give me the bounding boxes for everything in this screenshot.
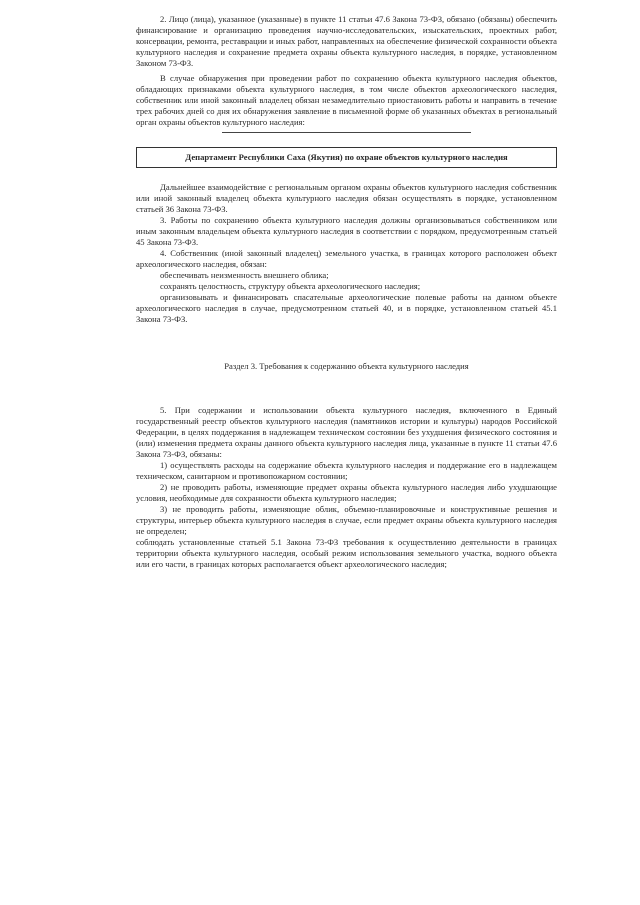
section-heading: Раздел 3. Требования к содержанию объекта культурного наследия [224,361,469,371]
paragraph-5-item-2: 2) не проводить работы, изменяющие предмет охраны объекта культурного наследия либо ухудшающие условия, необходимые для сохранности объекта культурного наследия; [136,482,557,503]
paragraph-5-item-1: 1) осуществлять расходы на содержание объекта культурного наследия и поддержание его в надлежащем техническом, санитарном и противопожарном состоянии; [136,460,557,481]
divider-line [222,132,471,133]
paragraph-4: 4. Собственник (иной законный владелец) земельного участка, в границах которого расположен объект археологического наследия, обязан: [136,248,557,269]
paragraph-4-item-1: обеспечивать неизменность внешнего облика; [160,270,329,280]
paragraph-4-item-3: организовывать и финансировать спасательные археологические полевые работы на данном объекте археологического наследия в случае, предусмотренном статьей 40, и в порядке, установленном статьей 45.1 Закона 73-ФЗ. [136,292,557,324]
paragraph-5: 5. При содержании и использовании объекта культурного наследия, включенного в Единый государственный реестр объектов культурного наследия (памятников истории и культуры) народов Российской Федерации, в целях поддержания в надлежащем техническом состоянии без ухудшения физического состояния и (или) изменения предмета охраны данного объекта культурного наследия лица, указанные в пункте 11 статьи 47.6 Закона 73-ФЗ, обязаны: [136,405,557,459]
paragraph-discovery: В случае обнаружения при проведении работ по сохранению объекта культурного наследия объектов, обладающих признаками объекта культурного наследия, в том числе объектов археологического наследия, собственник или иной законный владелец обязан незамедлительно приостановить работы и направить в течение трех рабочих дней со дня их обнаружения заявление в письменной форме об указанных объектах в региональный орган охраны объектов культурного наследия: [136,73,557,127]
paragraph-2: 2. Лицо (лица), указанное (указанные) в пункте 11 статьи 47.6 Закона 73-ФЗ, обязано (обязаны) обеспечить финансирование и организацию проведения научно-исследовательских, изыскательских, проектных работ, консервации, ремонта, реставрации и иных работ, направленных на обеспечение физической сохранности объекта культурного наследия и сохранение предмета охраны объекта культурного наследия, в порядке, установленном Законом 73-ФЗ. [136,14,557,68]
paragraph-5-item-4: соблюдать установленные статьей 5.1 Закона 73-ФЗ требования к осуществлению деятельности в границах территории объекта культурного наследия, особый режим использования земельного участка, водного объекта или его части, в границах которых располагается объект археологического наследия; [136,537,557,569]
paragraph-5-item-3: 3) не проводить работы, изменяющие облик, объемно-планировочные и конструктивные решения и структуры, интерьер объекта культурного наследия в случае, если предмет охраны объекта культурного наследия не определен; [136,504,557,536]
authority-box: Департамент Республики Саха (Якутия) по охране объектов культурного наследия [136,147,557,168]
paragraph-4-item-2: сохранять целостность, структуру объекта археологического наследия; [160,281,421,291]
paragraph-interaction: Дальнейшее взаимодействие с региональным органом охраны объектов культурного наследия собственник или иной законный владелец объекта культурного наследия обязан осуществлять в порядке, установленном статьей 36 Закона 73-ФЗ. [136,182,557,214]
paragraph-3: 3. Работы по сохранению объекта культурного наследия должны организовываться собственником или иным законным владельцем объекта культурного наследия в соответствии с порядком, предусмотренным статьей 45 Закона 73-ФЗ. [136,215,557,247]
